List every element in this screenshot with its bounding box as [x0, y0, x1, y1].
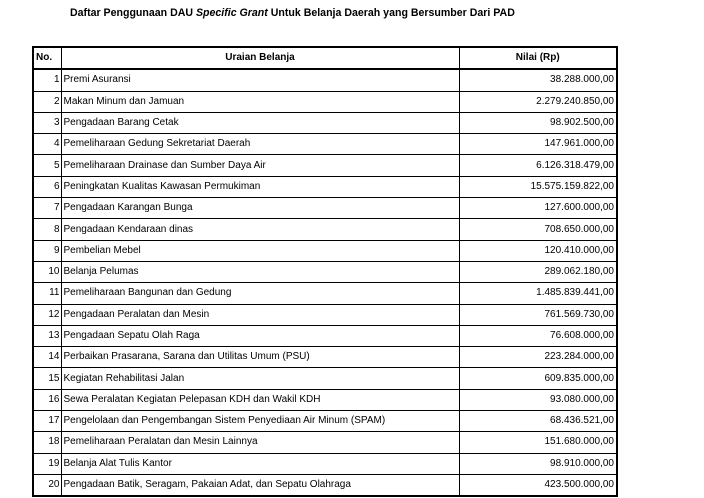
row-description: Pengadaan Kendaraan dinas — [61, 219, 459, 240]
table-row — [33, 411, 617, 432]
table-row — [33, 368, 617, 389]
row-description: Pengadaan Barang Cetak — [61, 112, 459, 133]
title-prefix: Daftar Penggunaan DAU — [70, 7, 196, 19]
title-italic: Specific Grant — [195, 7, 268, 19]
row-number: 1 — [33, 69, 61, 91]
row-description: Makan Minum dan Jamuan — [61, 91, 459, 112]
row-value: 423.500.000,00 — [459, 474, 617, 496]
row-number: 16 — [33, 389, 61, 410]
table-row — [33, 240, 617, 261]
table-row — [33, 261, 617, 282]
row-value: 761.569.730,00 — [459, 304, 617, 325]
table-row — [33, 432, 617, 453]
table-row — [33, 389, 617, 410]
table-row — [33, 69, 617, 91]
row-number: 9 — [33, 240, 61, 261]
row-value: 15.575.159.822,00 — [459, 176, 617, 197]
row-number: 5 — [33, 155, 61, 176]
row-number: 20 — [33, 474, 61, 496]
row-value: 120.410.000,00 — [459, 240, 617, 261]
table-row — [33, 155, 617, 176]
row-description: Pengelolaan dan Pengembangan Sistem Penyediaan Air Minum (SPAM) — [61, 411, 459, 432]
row-value: 289.062.180,00 — [459, 261, 617, 282]
row-value: 708.650.000,00 — [459, 219, 617, 240]
spending-table — [32, 46, 618, 497]
row-description: Belanja Pelumas — [61, 261, 459, 282]
row-description: Peningkatan Kualitas Kawasan Permukiman — [61, 176, 459, 197]
table-row — [33, 347, 617, 368]
table-row — [33, 219, 617, 240]
row-number: 2 — [33, 91, 61, 112]
table-header-row — [33, 47, 617, 69]
table-row — [33, 134, 617, 155]
row-number: 8 — [33, 219, 61, 240]
row-value: 68.436.521,00 — [459, 411, 617, 432]
row-value: 2.279.240.850,00 — [459, 91, 617, 112]
table-row — [33, 91, 617, 112]
row-description: Pengadaan Peralatan dan Mesin — [61, 304, 459, 325]
row-description: Kegiatan Rehabilitasi Jalan — [61, 368, 459, 389]
document-title — [70, 7, 515, 19]
row-number: 10 — [33, 261, 61, 282]
row-value: 223.284.000,00 — [459, 347, 617, 368]
row-number: 11 — [33, 283, 61, 304]
row-description: Pemeliharaan Drainase dan Sumber Daya Air — [61, 155, 459, 176]
table-row — [33, 112, 617, 133]
row-number: 12 — [33, 304, 61, 325]
row-value: 127.600.000,00 — [459, 198, 617, 219]
row-number: 6 — [33, 176, 61, 197]
row-description: Pengadaan Batik, Seragam, Pakaian Adat, dan Sepatu Olahraga — [61, 474, 459, 496]
row-number: 3 — [33, 112, 61, 133]
row-description: Pengadaan Sepatu Olah Raga — [61, 325, 459, 346]
table-row — [33, 176, 617, 197]
row-value: 1.485.839.441,00 — [459, 283, 617, 304]
row-number: 7 — [33, 198, 61, 219]
row-number: 17 — [33, 411, 61, 432]
header-no: No. — [33, 47, 61, 69]
row-value: 6.126.318.479,00 — [459, 155, 617, 176]
row-description: Pemeliharaan Peralatan dan Mesin Lainnya — [61, 432, 459, 453]
row-value: 609.835.000,00 — [459, 368, 617, 389]
table-row — [33, 453, 617, 474]
table-row — [33, 198, 617, 219]
row-number: 13 — [33, 325, 61, 346]
row-value: 38.288.000,00 — [459, 69, 617, 91]
table-row — [33, 283, 617, 304]
row-number: 18 — [33, 432, 61, 453]
table-row — [33, 325, 617, 346]
header-value: Nilai (Rp) — [459, 47, 617, 69]
row-value: 151.680.000,00 — [459, 432, 617, 453]
table-row — [33, 304, 617, 325]
row-description: Pembelian Mebel — [61, 240, 459, 261]
row-description: Belanja Alat Tulis Kantor — [61, 453, 459, 474]
row-value: 98.902.500,00 — [459, 112, 617, 133]
row-value: 93.080.000,00 — [459, 389, 617, 410]
row-number: 14 — [33, 347, 61, 368]
row-value: 98.910.000,00 — [459, 453, 617, 474]
row-number: 4 — [33, 134, 61, 155]
row-description: Premi Asuransi — [61, 69, 459, 91]
row-description: Pengadaan Karangan Bunga — [61, 198, 459, 219]
row-number: 15 — [33, 368, 61, 389]
row-value: 76.608.000,00 — [459, 325, 617, 346]
row-description: Pemeliharaan Gedung Sekretariat Daerah — [61, 134, 459, 155]
row-value: 147.961.000,00 — [459, 134, 617, 155]
row-number: 19 — [33, 453, 61, 474]
row-description: Perbaikan Prasarana, Sarana dan Utilitas Umum (PSU) — [61, 347, 459, 368]
table-row — [33, 474, 617, 496]
row-description: Sewa Peralatan Kegiatan Pelepasan KDH dan Wakil KDH — [61, 389, 459, 410]
row-description: Pemeliharaan Bangunan dan Gedung — [61, 283, 459, 304]
header-description: Uraian Belanja — [61, 47, 459, 69]
title-suffix: Untuk Belanja Daerah yang Bersumber Dari PAD — [267, 7, 515, 19]
